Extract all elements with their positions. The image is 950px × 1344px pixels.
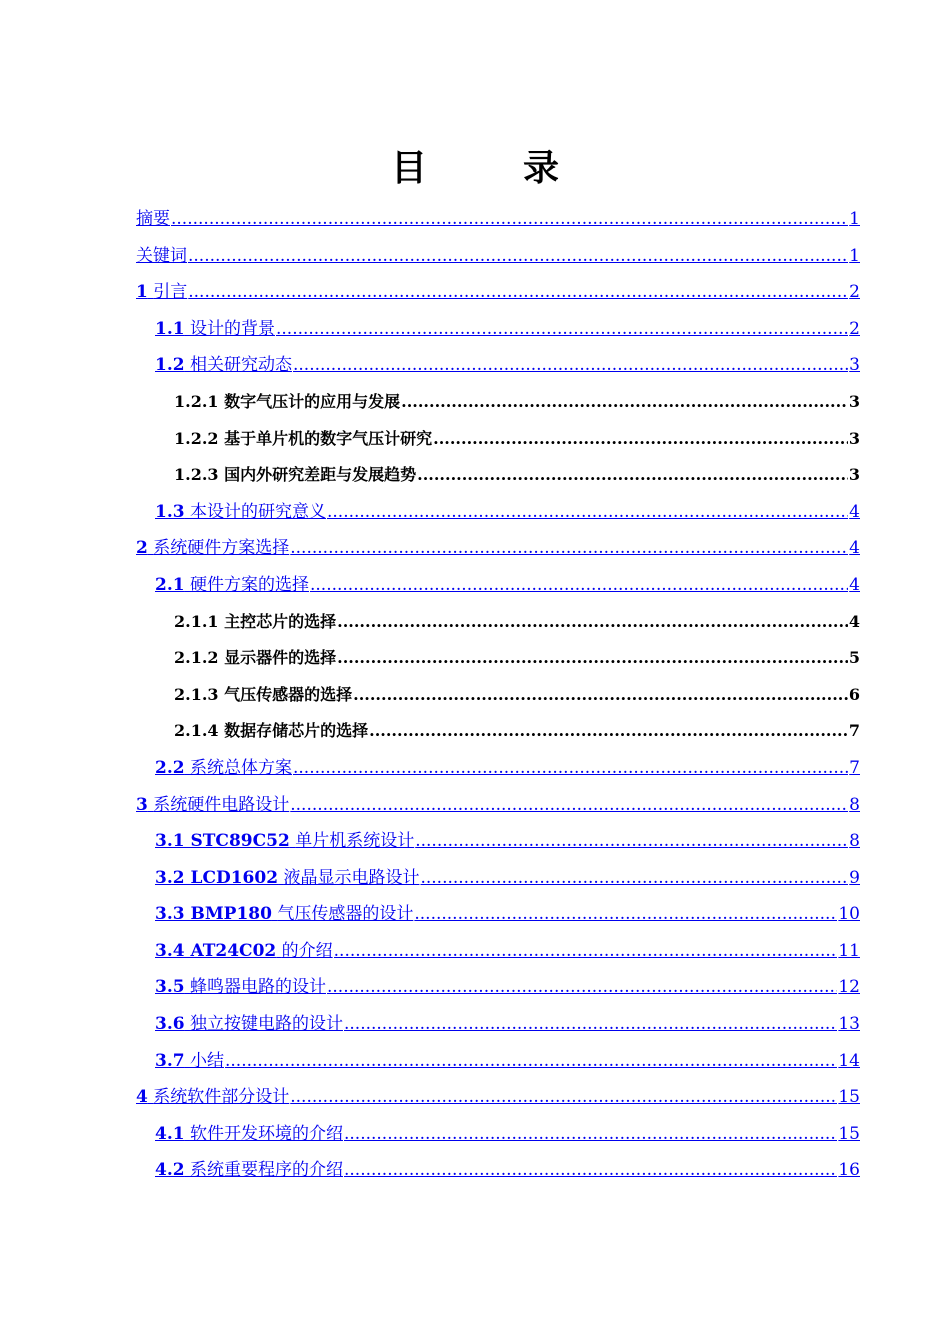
toc-entry-text: 系统总体方案 [189,757,292,778]
toc-entry-text: 数据存储芯片的选择 [224,721,369,741]
toc-entry[interactable] [136,314,860,351]
toc-entry[interactable] [136,1009,860,1046]
toc-entry-title [155,1013,343,1035]
toc-leader-dots [310,574,848,596]
toc-entry-title [155,501,326,523]
toc-entry-title [155,903,413,925]
toc-entry-page: 9 [849,867,860,888]
toc-entry-text: 单片机系统设计 [295,831,415,852]
toc-entry-page: 14 [838,1050,860,1071]
table-of-contents [136,204,860,1192]
toc-entry-page: 3 [848,428,860,448]
toc-entry-number: 3 [136,794,148,815]
toc-entry-text: 显示器件的选择 [224,648,337,668]
toc-entry-title [155,757,292,779]
toc-entry[interactable] [136,1155,860,1192]
toc-entry-page: 5 [848,648,860,668]
toc-entry[interactable] [136,241,860,278]
toc-leader-dots [337,611,848,633]
toc-entry-text: 蜂鸣器电路的设计 [189,977,326,998]
toc-entry-title [136,208,170,230]
toc-leader-dots [290,794,848,816]
toc-leader-dots [293,757,848,779]
toc-entry-page: 4 [849,501,860,522]
toc-entry-number: 2.2 [155,757,185,778]
toc-leader-dots [293,354,848,376]
toc-entry-page: 4 [848,611,860,631]
toc-entry-text: 相关研究动态 [189,355,292,376]
toc-entry-text: 系统重要程序的介绍 [189,1160,343,1181]
toc-entry-page: 3 [849,355,860,376]
toc-entry-title [155,1123,343,1145]
toc-entry-page: 1 [849,245,860,266]
toc-entry-page: 16 [838,1160,860,1181]
toc-leader-dots [401,391,848,413]
toc-leader-dots [344,1013,837,1035]
toc-entry-text: 软件开发环境的介绍 [189,1123,343,1144]
toc-entry [136,387,860,424]
toc-entry-title [155,976,326,998]
toc-entry-text: 主控芯片的选择 [224,611,337,631]
toc-entry-text: 小结 [189,1050,224,1071]
toc-entry-page: 10 [838,904,860,925]
toc-entry-number: 2 [136,538,148,559]
toc-leader-dots [353,684,848,706]
toc-entry[interactable] [136,972,860,1009]
toc-leader-dots [290,537,848,559]
toc-entry-text: 液晶显示电路设计 [283,867,420,888]
toc-entry-title [136,794,289,816]
toc-entry[interactable] [136,570,860,607]
toc-entry [136,716,860,753]
toc-entry-text: 气压传感器的设计 [277,904,414,925]
toc-entry[interactable] [136,277,860,314]
toc-leader-dots [327,501,848,523]
toc-entry [136,607,860,644]
toc-entry-number: 1.2.3 [174,465,219,485]
toc-entry-title [174,684,352,706]
toc-entry-number: 1.2.1 [174,391,219,411]
toc-leader-dots [433,428,848,450]
toc-entry-text: 硬件方案的选择 [189,574,309,595]
toc-entry-number: 1.2.2 [174,428,219,448]
toc-leader-dots [415,830,848,852]
toc-leader-dots [417,464,848,486]
toc-entry-title [174,611,336,633]
toc-entry-text: 系统软件部分设计 [153,1087,290,1108]
toc-leader-dots [337,647,848,669]
toc-entry-page: 4 [849,538,860,559]
toc-entry-number: 2.1.4 [174,721,219,741]
toc-entry-text: 的介绍 [281,940,333,961]
toc-entry-page: 7 [848,721,860,741]
toc-entry-title [155,574,309,596]
toc-entry-number: 1.2 [155,355,185,376]
toc-entry-text: 基于单片机的数字气压计研究 [224,428,433,448]
toc-entry-title [155,1159,343,1181]
toc-entry-title [155,830,414,852]
toc-entry[interactable] [136,350,860,387]
toc-leader-dots [276,318,848,340]
toc-entry-title [136,245,187,267]
toc-entry[interactable] [136,753,860,790]
toc-entry-page: 3 [848,391,860,411]
toc-entry-number: 1 [136,282,148,303]
toc-entry-text: 引言 [153,282,188,303]
page-title: 目 录 [390,148,589,189]
toc-leader-dots [344,1159,837,1181]
toc-entry-page: 3 [848,465,860,485]
toc-entry-title [174,647,336,669]
toc-entry-number: 1.1 [155,318,185,339]
toc-entry[interactable] [136,1082,860,1119]
toc-entry-text: 关键词 [136,245,187,266]
toc-entry[interactable] [136,899,860,936]
toc-entry-page: 7 [849,757,860,778]
toc-entry[interactable] [136,863,860,900]
toc-entry-page: 12 [838,977,860,998]
toc-entry-text: 摘要 [136,209,170,229]
toc-leader-dots [225,1050,837,1072]
toc-entry[interactable] [136,533,860,570]
toc-entry-number: 2.1.1 [174,611,219,631]
toc-entry-text: 本设计的研究意义 [189,501,326,522]
toc-entry-number: 3.3 BMP180 [155,904,272,925]
toc-entry-page: 13 [838,1014,860,1035]
toc-entry-title [155,940,333,962]
toc-entry-number: 4 [136,1087,148,1108]
toc-leader-dots [414,903,837,925]
toc-entry-text: 系统硬件方案选择 [153,538,290,559]
toc-entry[interactable] [136,826,860,863]
toc-entry-number: 3.2 LCD1602 [155,867,279,888]
toc-entry-page: 15 [838,1087,860,1108]
toc-entry-page: 11 [838,940,860,961]
toc-entry-page: 4 [849,574,860,595]
toc-entry[interactable] [136,790,860,827]
toc-leader-dots [334,940,838,962]
toc-entry-title [174,720,368,742]
toc-entry-title [136,537,289,559]
toc-entry-page: 6 [848,684,860,704]
toc-entry-number: 3.7 [155,1050,185,1071]
toc-entry [136,680,860,717]
toc-leader-dots [344,1123,837,1145]
toc-entry-text: 独立按键电路的设计 [189,1014,343,1035]
toc-entry-text: 数字气压计的应用与发展 [224,391,401,411]
toc-entry-page: 8 [849,794,860,815]
toc-entry[interactable] [136,936,860,973]
toc-entry-number: 4.1 [155,1123,185,1144]
toc-entry-number: 3.5 [155,977,185,998]
toc-entry-title [174,391,400,413]
toc-entry-title [155,354,292,376]
toc-entry-title [136,1086,289,1108]
toc-entry-page: 8 [849,831,860,852]
toc-entry-number: 3.6 [155,1014,185,1035]
toc-entry-title [155,867,419,889]
toc-entry-page: 2 [849,282,860,303]
toc-entry-number: 3.1 STC89C52 [155,831,290,852]
toc-entry-page: 15 [838,1123,860,1144]
toc-entry-number: 3.4 AT24C02 [155,940,277,961]
toc-leader-dots [369,720,848,742]
toc-entry-text: 设计的背景 [189,318,275,339]
toc-entry [136,643,860,680]
toc-entry[interactable] [136,497,860,534]
toc-entry-title [136,281,187,303]
toc-entry-text: 国内外研究差距与发展趋势 [224,465,417,485]
toc-leader-dots [188,245,848,267]
toc-entry-title [155,1050,224,1072]
toc-entry [136,424,860,461]
toc-leader-dots [327,976,837,998]
toc-entry-number: 1.3 [155,501,185,522]
toc-leader-dots [188,281,848,303]
toc-entry-number: 4.2 [155,1160,185,1181]
toc-entry-title [174,428,432,450]
toc-entry-text: 系统硬件电路设计 [153,794,290,815]
toc-entry-number: 2.1.3 [174,684,219,704]
toc-entry-text: 气压传感器的选择 [224,684,353,704]
toc-entry-page: 2 [849,318,860,339]
toc-entry-title [174,464,416,486]
toc-entry-number: 2.1 [155,574,185,595]
toc-leader-dots [290,1086,837,1108]
toc-entry-page: 1 [849,209,860,229]
toc-entry[interactable] [136,1119,860,1156]
toc-entry-number: 2.1.2 [174,648,219,668]
toc-leader-dots [171,208,848,230]
toc-leader-dots [420,867,848,889]
toc-entry[interactable] [136,204,860,241]
toc-entry [136,460,860,497]
toc-entry-title [155,318,275,340]
toc-entry[interactable] [136,1046,860,1083]
